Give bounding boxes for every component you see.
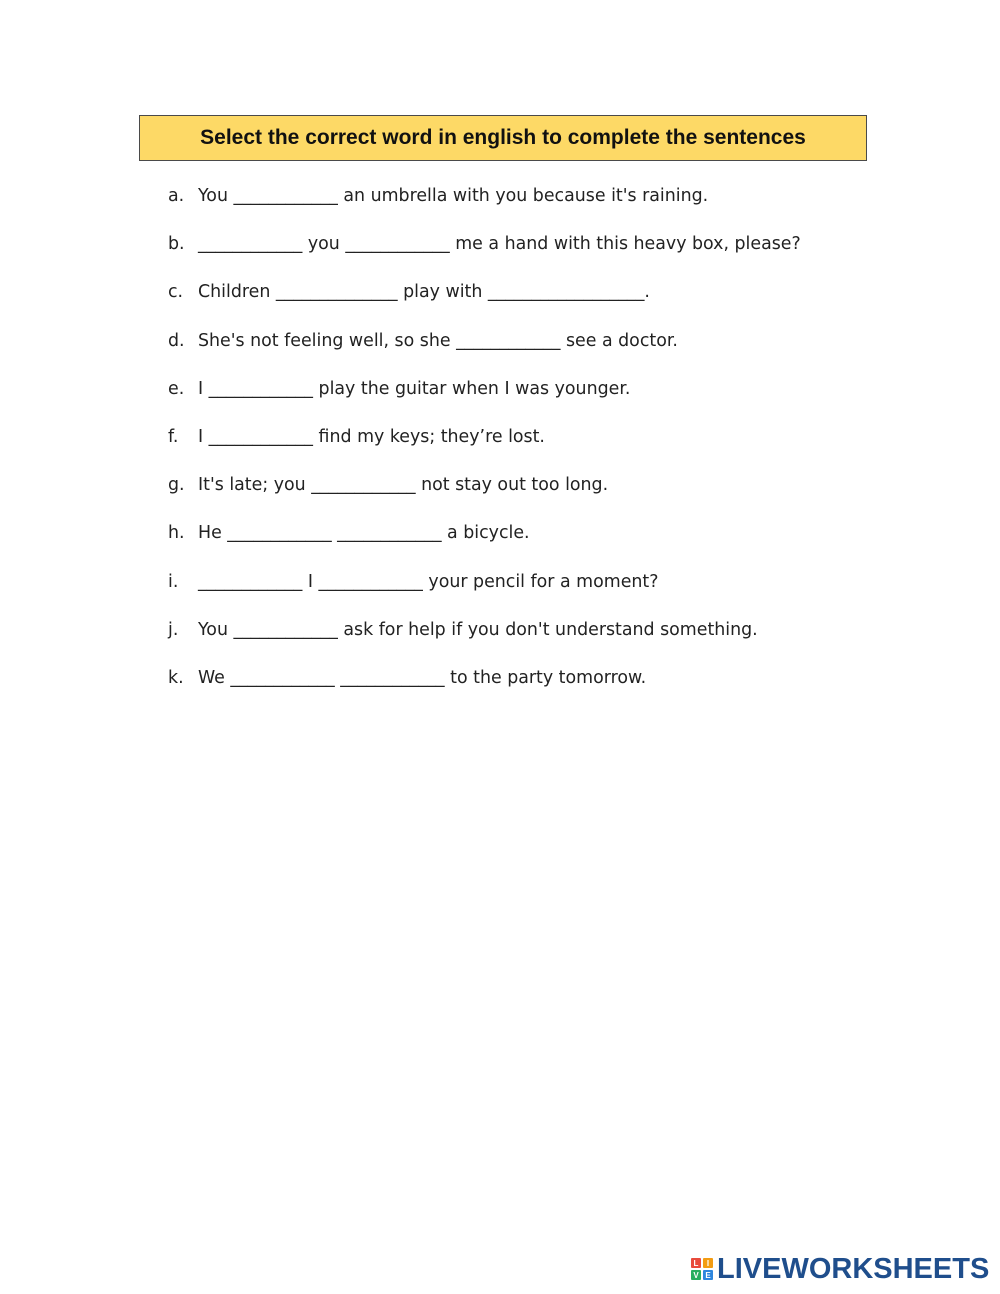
list-item	[168, 572, 888, 620]
list-item	[168, 379, 888, 427]
exercise-list	[168, 186, 888, 716]
item-marker: e.	[168, 378, 185, 399]
item-sentence: ____________ I ____________ your pencil for a moment?	[198, 571, 659, 592]
item-marker: b.	[168, 234, 185, 255]
liveworksheets-logo	[691, 1252, 989, 1286]
item-sentence: ____________ you ____________ me a hand with this heavy box, please?	[198, 234, 801, 255]
list-item	[168, 331, 888, 379]
item-marker: f.	[168, 426, 179, 447]
logo-wordmark: LIVEWORKSHEETS	[717, 1252, 990, 1285]
logo-icon	[691, 1258, 713, 1280]
item-sentence: He ____________ ____________ a bicycle.	[198, 523, 530, 544]
item-sentence: Children ______________ play with __________________.	[198, 282, 650, 303]
logo-tile: L	[691, 1258, 701, 1268]
item-marker: c.	[168, 282, 184, 303]
item-sentence: You ____________ ask for help if you don't understand something.	[198, 619, 758, 640]
logo-tile: E	[703, 1270, 713, 1280]
item-marker: j.	[168, 619, 179, 640]
item-sentence: She's not feeling well, so she ____________ see a doctor.	[198, 330, 678, 351]
item-marker: i.	[168, 571, 179, 592]
list-item	[168, 523, 888, 571]
list-item	[168, 234, 888, 282]
item-marker: g.	[168, 475, 185, 496]
title-banner	[139, 115, 867, 161]
item-marker: h.	[168, 523, 185, 544]
item-sentence: It's late; you ____________ not stay out too long.	[198, 475, 609, 496]
item-marker: k.	[168, 667, 184, 688]
item-sentence: You ____________ an umbrella with you because it's raining.	[198, 186, 709, 206]
item-sentence: I ____________ find my keys; they’re lost.	[198, 426, 545, 447]
item-sentence: We ____________ ____________ to the party tomorrow.	[198, 667, 647, 688]
list-item	[168, 475, 888, 523]
item-marker: d.	[168, 330, 185, 351]
item-sentence: I ____________ play the guitar when I was younger.	[198, 378, 631, 399]
logo-tile: V	[691, 1270, 701, 1280]
item-marker: a.	[168, 186, 185, 206]
list-item	[168, 186, 888, 234]
list-item	[168, 427, 888, 475]
page-title: Select the correct word in english to complete the sentences	[200, 126, 806, 149]
list-item	[168, 282, 888, 330]
list-item	[168, 620, 888, 668]
list-item	[168, 668, 888, 716]
logo-tile: I	[703, 1258, 713, 1268]
